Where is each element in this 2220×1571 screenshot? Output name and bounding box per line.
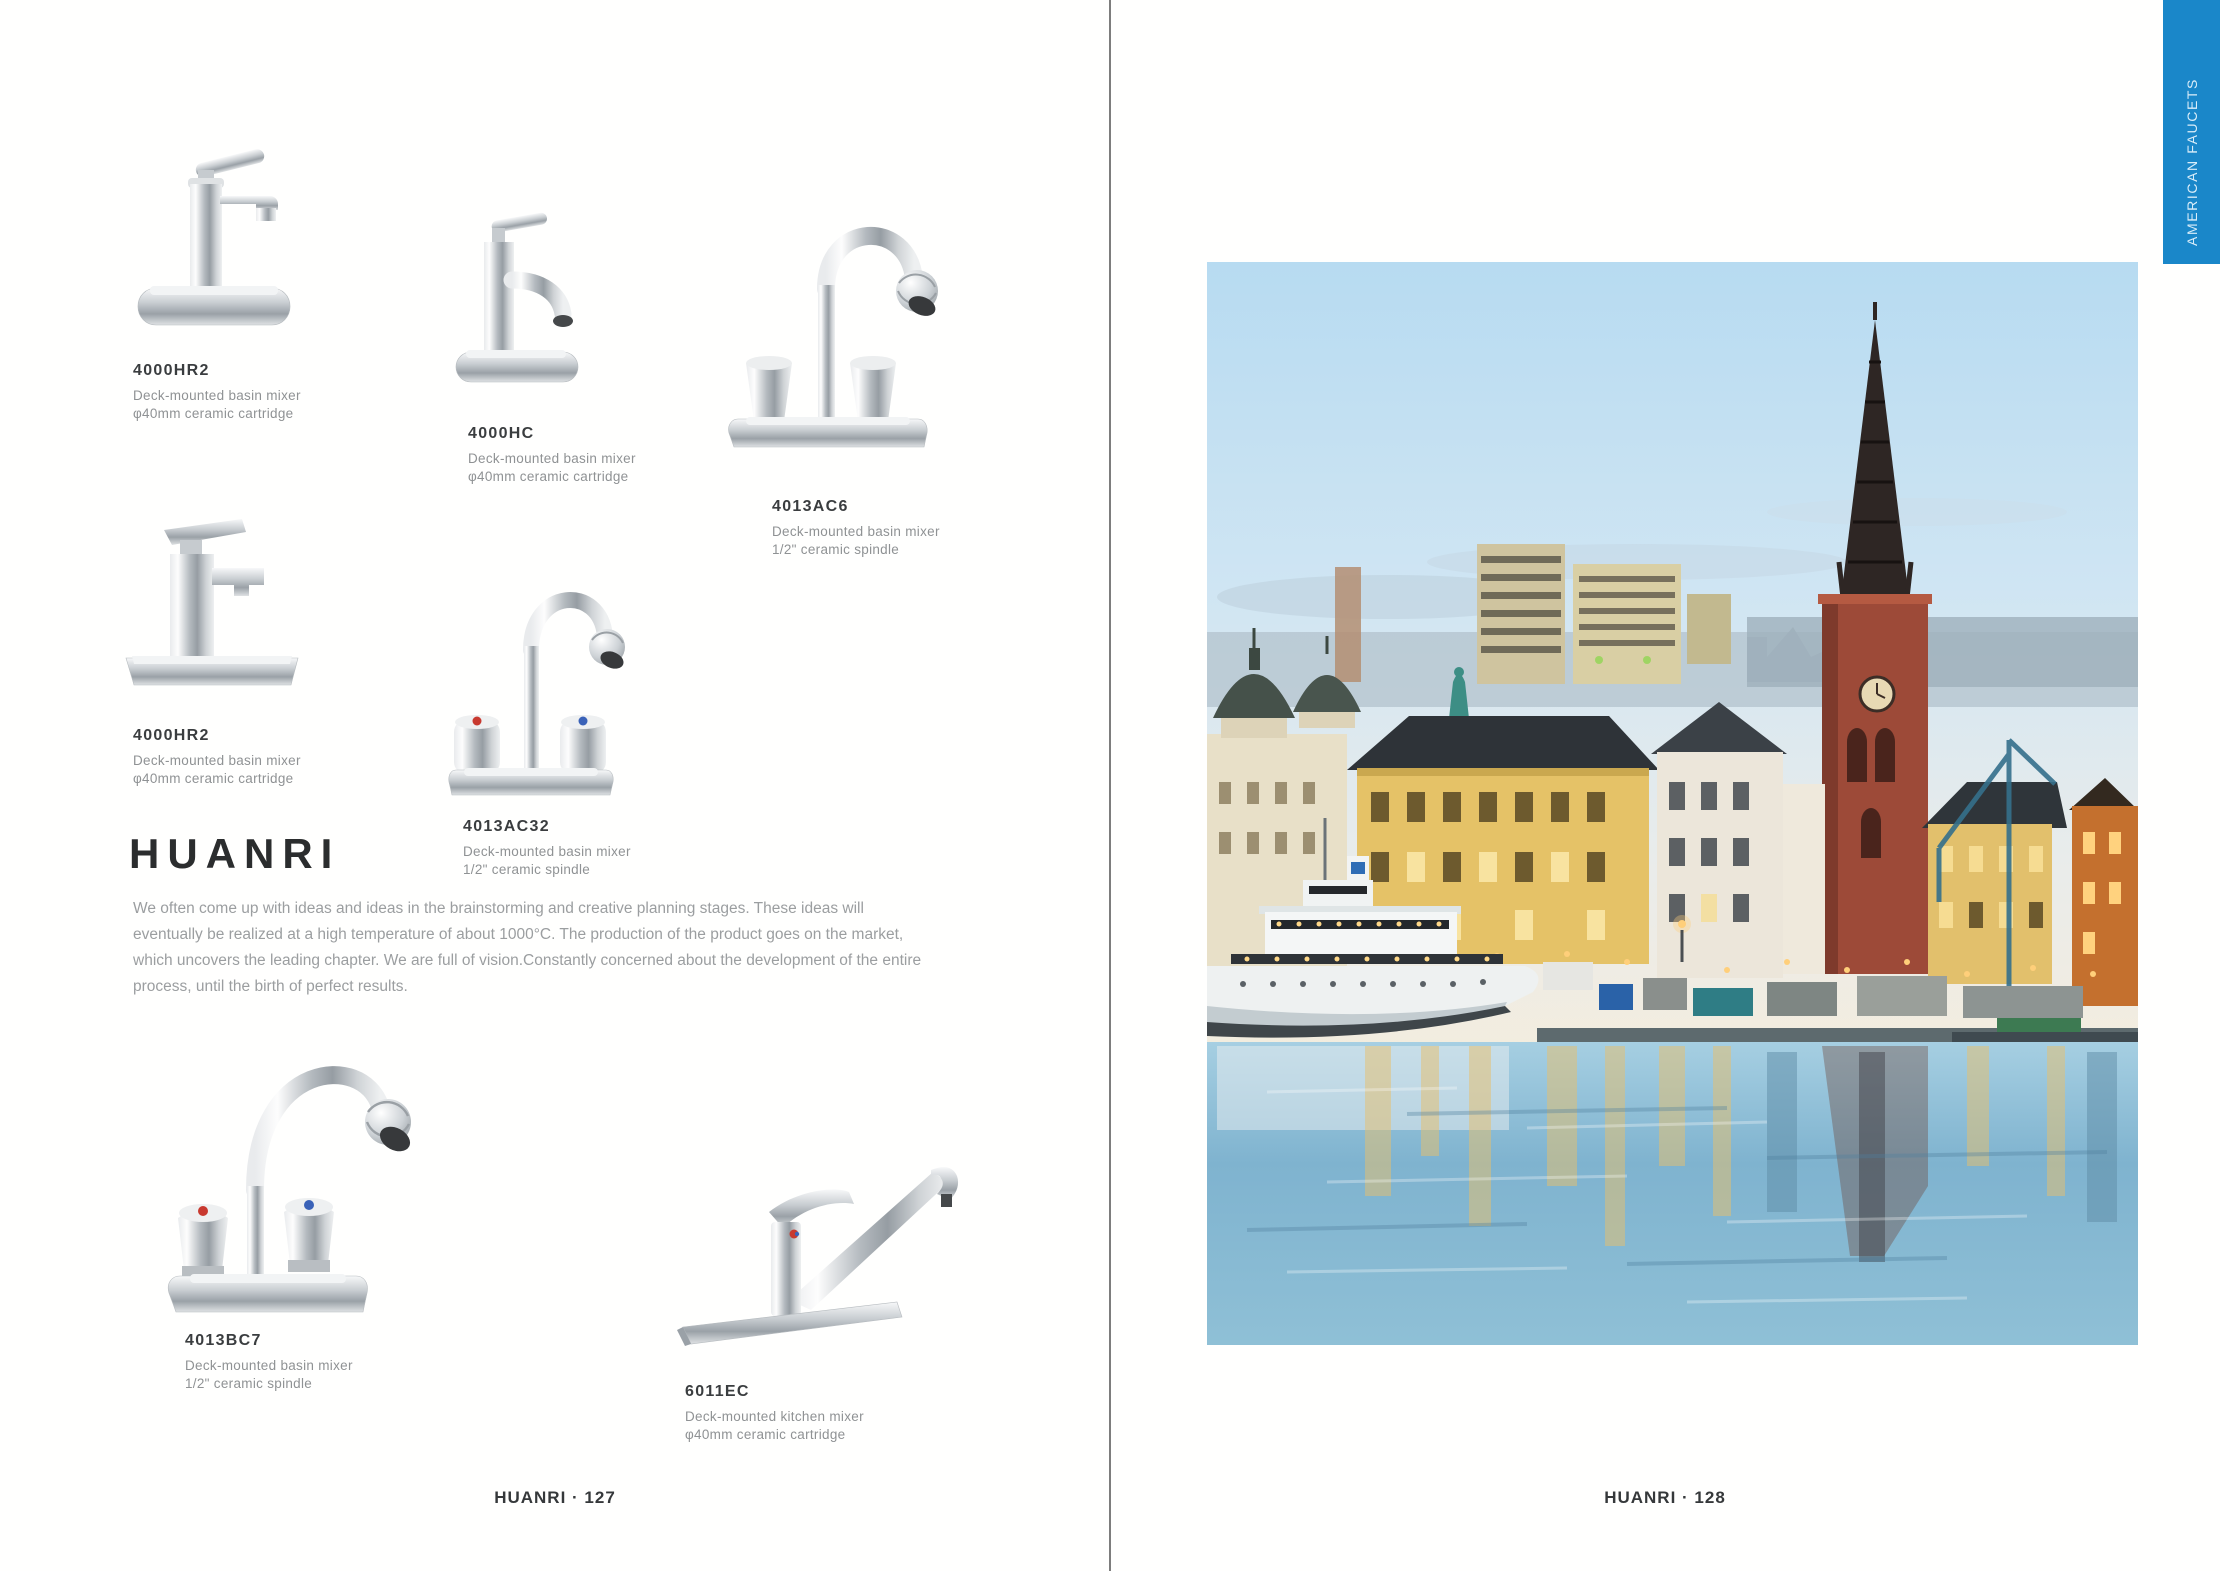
product-card: [463, 818, 631, 879]
product-description: Deck-mounted basin mixer: [185, 1358, 353, 1373]
faucet-image-4013bc7: [150, 1000, 485, 1335]
category-tab: [2163, 0, 2220, 264]
product-model: 4000HR2: [133, 727, 210, 744]
product-description: Deck-mounted basin mixer: [468, 451, 636, 466]
product-card: [133, 727, 301, 788]
product-card: [133, 362, 301, 423]
page-number-left: HUANRI · 127: [494, 1488, 616, 1507]
product-description: φ40mm ceramic cartridge: [468, 469, 629, 484]
product-description: Deck-mounted kitchen mixer: [685, 1409, 864, 1424]
product-description: φ40mm ceramic cartridge: [133, 771, 294, 786]
product-model: 6011EC: [685, 1383, 750, 1400]
faucet-image-4013ac32: [428, 530, 633, 815]
product-model: 4013AC32: [463, 818, 550, 835]
faucet-image-4000hr2-a: [110, 140, 310, 335]
intro-paragraph: We often come up with ideas and ideas in the brainstorming and creative planning stages. These ideas will eventually be realized at a high temperature of about 1000°C. The production of the product goes on the market, which uncovers the leading chapter. We are full of vision.Constantly concerned about the development of the entire process, until the birth of perfect results.: [133, 900, 922, 995]
page-number-right: HUANRI · 128: [1604, 1488, 1726, 1507]
product-description: Deck-mounted basin mixer: [133, 753, 301, 768]
page-divider: [1109, 0, 1111, 1571]
product-model: 4000HR2: [133, 362, 210, 379]
product-card: [685, 1383, 864, 1444]
product-description: φ40mm ceramic cartridge: [685, 1427, 846, 1442]
faucet-image-4000hr2-b: [112, 500, 312, 695]
product-description: Deck-mounted basin mixer: [772, 524, 940, 539]
product-description: 1/2" ceramic spindle: [463, 862, 591, 877]
faucet-image-4013ac6: [700, 185, 955, 465]
product-model: 4013BC7: [185, 1332, 262, 1349]
faucet-image-4000hc: [428, 200, 613, 400]
category-tab-label: AMERICAN FAUCETS: [2183, 78, 2200, 246]
product-card: [772, 498, 940, 559]
product-description: Deck-mounted basin mixer: [133, 388, 301, 403]
product-description: 1/2" ceramic spindle: [772, 542, 900, 557]
product-description: φ40mm ceramic cartridge: [133, 406, 294, 421]
faucet-image-6011ec: [665, 1130, 990, 1360]
city-photo-illustration: [1207, 262, 2138, 1345]
product-description: 1/2" ceramic spindle: [185, 1376, 313, 1391]
brand-heading: HUANRI: [129, 830, 341, 877]
product-description: Deck-mounted basin mixer: [463, 844, 631, 859]
product-model: 4013AC6: [772, 498, 849, 515]
product-model: 4000HC: [468, 425, 535, 442]
product-card: [185, 1332, 353, 1393]
city-photo: [1207, 262, 2138, 1345]
product-card: [468, 425, 636, 486]
